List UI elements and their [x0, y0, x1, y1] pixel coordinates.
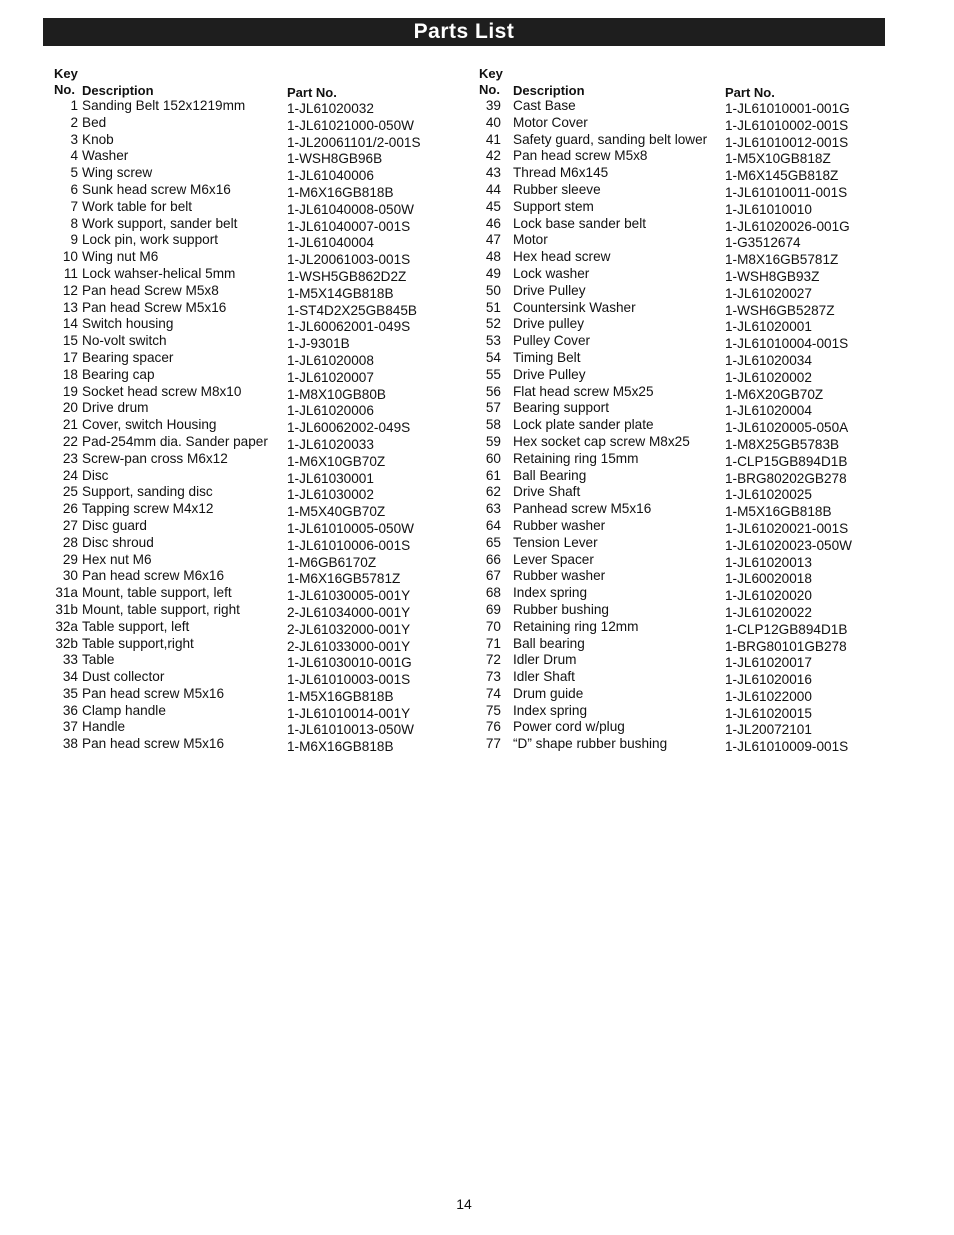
key-number: 9 — [70, 232, 78, 248]
part-number: 1-JL61020033 — [287, 436, 374, 452]
part-description: Drive Pulley — [513, 366, 586, 382]
part-number: 1-JL20061101/2-001S — [287, 134, 421, 150]
key-number: 75 — [485, 702, 501, 718]
key-number: 62 — [485, 484, 501, 500]
key-number: 60 — [485, 450, 501, 466]
key-number: 74 — [485, 685, 501, 701]
part-number: 1-JL61020027 — [725, 285, 812, 301]
part-description: Cover, switch Housing — [82, 417, 217, 433]
page-number: 14 — [456, 1196, 472, 1212]
part-description: Power cord w/plug — [513, 719, 625, 735]
part-number: 1-JL61020017 — [725, 655, 812, 671]
part-number: 1-WSH5GB862D2Z — [287, 268, 407, 284]
key-number: 57 — [485, 400, 501, 416]
key-number: 55 — [485, 366, 501, 382]
part-number: 1-WSH6GB5287Z — [725, 302, 835, 318]
part-description: Drive Shaft — [513, 484, 581, 500]
part-number: 1-M8X16GB5781Z — [725, 252, 839, 268]
part-description: Knob — [82, 131, 114, 147]
part-description: Index spring — [513, 585, 588, 601]
column-header — [53, 66, 453, 100]
key-number: 54 — [485, 349, 501, 365]
part-description: Bearing cap — [82, 366, 155, 382]
part-description: Rubber bushing — [513, 601, 609, 617]
part-description: Disc shroud — [82, 534, 154, 550]
part-number: 1-JL61030010-001G — [287, 655, 412, 671]
key-number: 44 — [485, 181, 501, 197]
part-number: 1-JL60062002-049S — [287, 420, 411, 436]
part-number: 1-JL61010003-001S — [287, 672, 411, 688]
part-number: 1-JL61020005-050A — [725, 420, 849, 436]
part-number: 1-JL61022000 — [725, 688, 812, 704]
key-number: 14 — [62, 316, 78, 332]
part-number: 1-JL61020015 — [725, 705, 812, 721]
key-number: 66 — [485, 551, 501, 567]
part-number: 1-G3512674 — [725, 235, 801, 251]
part-number: 1-JL61030005-001Y — [287, 588, 411, 604]
key-number: 6 — [70, 181, 78, 197]
key-number: 47 — [485, 232, 501, 248]
part-number: 1-JL61020007 — [287, 369, 374, 385]
part-number: 1-JL61020034 — [725, 352, 812, 368]
part-description: Pan head screw M5x16 — [82, 685, 225, 701]
key-number: 12 — [62, 282, 78, 298]
part-description: Sunk head screw M6x16 — [82, 181, 231, 197]
key-number: 19 — [62, 383, 78, 399]
part-description: Mount, table support, right — [82, 601, 240, 617]
key-number: 48 — [485, 249, 501, 265]
part-number: 1-JL61020008 — [287, 352, 374, 368]
part-number: 2-JL61033000-001Y — [287, 638, 411, 654]
part-number: 1-M5X40GB70Z — [287, 504, 386, 520]
part-description: Motor — [513, 232, 548, 248]
part-description: Retaining ring 15mm — [513, 450, 639, 466]
part-description: Drive pulley — [513, 316, 585, 332]
part-description: Sanding Belt 152x1219mm — [82, 98, 246, 113]
key-number: 63 — [485, 501, 501, 517]
part-description: Dust collector — [82, 669, 165, 685]
part-number: 1-M5X16GB818B — [287, 688, 394, 704]
part-number: 1-JL61040008-050W — [287, 201, 414, 217]
key-number: 49 — [485, 265, 501, 281]
key-number: 24 — [62, 467, 78, 483]
key-number: 10 — [62, 249, 78, 265]
part-number: 1-BRG80202GB278 — [725, 470, 847, 486]
part-number: 1-JL61020004 — [725, 403, 812, 419]
part-number: 1-JL61040007-001S — [287, 218, 411, 234]
part-description: Work support, sander belt — [82, 215, 238, 231]
part-number: 1-M6X20GB70Z — [725, 386, 824, 402]
part-description: Bearing support — [513, 400, 609, 416]
table-row — [478, 738, 898, 755]
part-description: Ball bearing — [513, 635, 585, 651]
part-number: 1-JL61020023-050W — [725, 537, 852, 553]
key-number: 11 — [63, 265, 78, 281]
part-description: Countersink Washer — [513, 299, 636, 315]
key-number: 51 — [485, 299, 501, 315]
key-number: 72 — [485, 652, 501, 668]
part-description: Flat head screw M5x25 — [513, 383, 654, 399]
key-number: 33 — [62, 652, 78, 668]
key-number: 71 — [485, 635, 501, 651]
part-description: Socket head screw M8x10 — [82, 383, 242, 399]
key-number: 34 — [62, 669, 78, 685]
key-no-header: Key No. — [54, 66, 78, 97]
part-number: 1-JL61010006-001S — [287, 537, 411, 553]
key-number: 73 — [485, 669, 501, 685]
key-number: 31a — [55, 585, 78, 601]
key-number: 39 — [485, 98, 501, 113]
part-number: 1-JL20061003-001S — [287, 252, 411, 268]
part-description: Lock base sander belt — [513, 215, 647, 231]
parts-column-right — [478, 66, 898, 755]
table-row — [53, 100, 453, 117]
key-number: 58 — [485, 417, 501, 433]
part-number: 1-JL61020026-001G — [725, 218, 850, 234]
key-number: 22 — [62, 433, 78, 449]
part-number: 1-JL61020021-001S — [725, 520, 849, 536]
key-number: 52 — [485, 316, 501, 332]
key-number: 77 — [485, 736, 501, 752]
part-description: Hex head screw — [513, 249, 611, 265]
table-row — [53, 738, 453, 755]
part-number: 1-JL61010001-001G — [725, 101, 850, 116]
key-number: 61 — [485, 467, 501, 483]
part-description: Lock wahser-helical 5mm — [82, 265, 236, 281]
part-description: Screw-pan cross M6x12 — [82, 450, 228, 466]
part-number: 1-M5X10GB818Z — [725, 151, 831, 167]
part-number: 1-JL61010013-050W — [287, 722, 414, 738]
part-description: Hex socket cap screw M8x25 — [513, 433, 690, 449]
key-number: 36 — [62, 702, 78, 718]
part-number: 1-JL60020018 — [725, 571, 812, 587]
part-description: Idler Shaft — [513, 669, 575, 685]
part-number: 1-JL61030002 — [287, 487, 374, 503]
part-number: 1-M6X16GB5781Z — [287, 571, 401, 587]
part-description: Pad-254mm dia. Sander paper — [82, 433, 268, 449]
part-description: Tapping screw M4x12 — [82, 501, 214, 517]
part-number: 1-JL61010002-001S — [725, 117, 849, 133]
part-description: No-volt switch — [82, 333, 167, 349]
part-number: 1-JL61021000-050W — [287, 117, 414, 133]
key-number: 59 — [485, 433, 501, 449]
part-description: Thread M6x145 — [513, 165, 609, 181]
part-number: 1-M6X10GB70Z — [287, 453, 386, 469]
key-number: 50 — [485, 282, 501, 298]
part-description: Pan head Screw M5x8 — [82, 282, 219, 298]
description-header: Description — [513, 83, 585, 98]
part-description: Switch housing — [82, 316, 174, 332]
key-number: 20 — [62, 400, 78, 416]
part-no-header: Part No. — [287, 85, 337, 100]
key-number: 1 — [70, 98, 78, 113]
part-description: Rubber sleeve — [513, 181, 601, 197]
part-description: Rubber washer — [513, 568, 606, 584]
key-number: 26 — [62, 501, 78, 517]
part-description: Panhead screw M5x16 — [513, 501, 652, 517]
part-description: Pan head Screw M5x16 — [82, 299, 227, 315]
part-description: Drive Pulley — [513, 282, 586, 298]
part-description: Clamp handle — [82, 702, 166, 718]
part-description: Lever Spacer — [513, 551, 594, 567]
part-description: Motor Cover — [513, 114, 588, 130]
part-number: 1-JL61010014-001Y — [287, 705, 411, 721]
part-description: Table support, left — [82, 618, 190, 634]
key-number: 21 — [62, 417, 78, 433]
part-number: 1-JL61010004-001S — [725, 336, 849, 352]
key-number: 40 — [485, 114, 501, 130]
part-number: 2-JL61032000-001Y — [287, 621, 411, 637]
part-description: Lock washer — [513, 265, 590, 281]
part-description: Drum guide — [513, 685, 584, 701]
part-number: 1-JL61020006 — [287, 403, 374, 419]
part-description: Drive drum — [82, 400, 149, 416]
key-number: 27 — [62, 517, 78, 533]
part-number: 1-M6X16GB818B — [287, 184, 394, 200]
part-number: 1-WSH8GB93Z — [725, 268, 820, 284]
part-description: Table support,right — [82, 635, 194, 651]
key-number: 18 — [62, 366, 78, 382]
key-number: 17 — [62, 349, 78, 365]
key-number: 32b — [55, 635, 78, 651]
key-number: 25 — [62, 484, 78, 500]
part-number: 1-BRG80101GB278 — [725, 638, 847, 654]
part-number: 1-CLP12GB894D1B — [725, 621, 848, 637]
table-row — [53, 450, 453, 470]
part-description: Bed — [82, 114, 107, 130]
key-number: 56 — [485, 383, 501, 399]
part-number: 1-JL61010012-001S — [725, 134, 849, 150]
key-number: 41 — [485, 131, 501, 147]
part-number: 1-JL61020025 — [725, 487, 812, 503]
part-description: Wing nut M6 — [82, 249, 159, 265]
part-number: 1-JL20072101 — [725, 722, 812, 738]
key-number: 38 — [62, 736, 78, 752]
part-description: Pan head screw M5x8 — [513, 148, 648, 164]
part-description: Lock pin, work support — [82, 232, 219, 248]
key-number: 23 — [62, 450, 78, 466]
part-description: Disc guard — [82, 517, 147, 533]
key-number: 7 — [70, 198, 78, 214]
key-number: 65 — [485, 534, 501, 550]
part-description: Pulley Cover — [513, 333, 591, 349]
key-number: 76 — [485, 719, 501, 735]
key-number: 30 — [62, 568, 78, 584]
key-number: 69 — [485, 601, 501, 617]
key-number: 37 — [62, 719, 78, 735]
parts-list-left — [53, 100, 453, 755]
part-number: 1-JL60062001-049S — [287, 319, 411, 335]
part-number: 1-JL61010010 — [725, 201, 812, 217]
part-number: 1-J-9301B — [287, 336, 350, 352]
part-number: 1-JL61020013 — [725, 554, 812, 570]
part-number: 1-M8X25GB5783B — [725, 436, 840, 452]
column-header — [478, 66, 898, 100]
key-number: 28 — [62, 534, 78, 550]
part-description: Cast Base — [513, 98, 576, 113]
part-description: Safety guard, sanding belt lower — [513, 131, 708, 147]
part-description: Work table for belt — [82, 198, 193, 214]
part-number: 1-M5X14GB818B — [287, 285, 394, 301]
key-number: 45 — [485, 198, 501, 214]
part-description: Hex nut M6 — [82, 551, 152, 567]
part-number: 1-JL61010009-001S — [725, 739, 849, 755]
part-description: Rubber washer — [513, 517, 606, 533]
key-number: 46 — [485, 215, 501, 231]
key-number: 32a — [55, 618, 78, 634]
part-description: Tension Lever — [513, 534, 598, 550]
part-number: 1-WSH8GB96B — [287, 151, 383, 167]
part-no-header: Part No. — [725, 85, 775, 100]
part-number: 1-JL61020032 — [287, 101, 374, 116]
part-number: 1-JL61030001 — [287, 470, 374, 486]
part-number: 1-CLP15GB894D1B — [725, 453, 848, 469]
key-number: 42 — [485, 148, 501, 164]
key-number: 43 — [485, 165, 501, 181]
key-number: 31b — [55, 601, 78, 617]
key-number: 2 — [70, 114, 78, 130]
part-description: Washer — [82, 148, 129, 164]
key-number: 13 — [62, 299, 78, 315]
key-number: 35 — [62, 685, 78, 701]
key-number: 3 — [70, 131, 78, 147]
part-number: 1-M5X16GB818B — [725, 504, 832, 520]
part-number: 1-ST4D2X25GB845B — [287, 302, 417, 318]
parts-list-right — [478, 100, 898, 755]
part-number: 1-M6GB6170Z — [287, 554, 377, 570]
part-number: 1-JL61010011-001S — [725, 184, 848, 200]
part-number: 1-JL61020020 — [725, 588, 812, 604]
part-number: 2-JL61034000-001Y — [287, 604, 411, 620]
part-number: 1-JL61010005-050W — [287, 520, 414, 536]
part-number: 1-M6X16GB818B — [287, 739, 394, 755]
part-description: “D” shape rubber bushing — [513, 736, 668, 752]
parts-column-left — [53, 66, 453, 755]
key-no-header: Key No. — [479, 66, 503, 97]
part-number: 1-JL61020022 — [725, 604, 812, 620]
key-number: 70 — [485, 618, 501, 634]
part-description: Wing screw — [82, 165, 153, 181]
key-number: 53 — [485, 333, 501, 349]
part-description: Lock plate sander plate — [513, 417, 654, 433]
part-description: Handle — [82, 719, 126, 735]
part-number: 1-JL61040006 — [287, 168, 374, 184]
page-title: Parts List — [413, 20, 515, 43]
part-number: 1-JL61020016 — [725, 672, 812, 688]
part-description: Mount, table support, left — [82, 585, 232, 601]
part-number: 1-JL61020001 — [725, 319, 812, 335]
part-description: Idler Drum — [513, 652, 577, 668]
key-number: 64 — [485, 517, 501, 533]
part-description: Retaining ring 12mm — [513, 618, 639, 634]
key-number: 4 — [70, 148, 78, 164]
key-number: 8 — [70, 215, 78, 231]
title-bar — [43, 18, 885, 46]
part-number: 1-JL61040004 — [287, 235, 374, 251]
part-description: Index spring — [513, 702, 588, 718]
part-description: Disc — [82, 467, 109, 483]
part-number: 1-M6X145GB818Z — [725, 168, 839, 184]
part-description: Pan head screw M6x16 — [82, 568, 225, 584]
part-description: Pan head screw M5x16 — [82, 736, 225, 752]
description-header: Description — [82, 83, 154, 98]
key-number: 67 — [485, 568, 501, 584]
part-description: Table — [82, 652, 115, 668]
part-number: 1-M8X10GB80B — [287, 386, 386, 402]
part-description: Support stem — [513, 198, 594, 214]
key-number: 29 — [62, 551, 78, 567]
part-number: 1-JL61020002 — [725, 369, 812, 385]
part-description: Support, sanding disc — [82, 484, 213, 500]
key-number: 5 — [70, 165, 78, 181]
key-number: 15 — [62, 333, 78, 349]
part-description: Bearing spacer — [82, 349, 174, 365]
part-description: Timing Belt — [513, 349, 581, 365]
key-number: 68 — [485, 585, 501, 601]
part-description: Ball Bearing — [513, 467, 587, 483]
